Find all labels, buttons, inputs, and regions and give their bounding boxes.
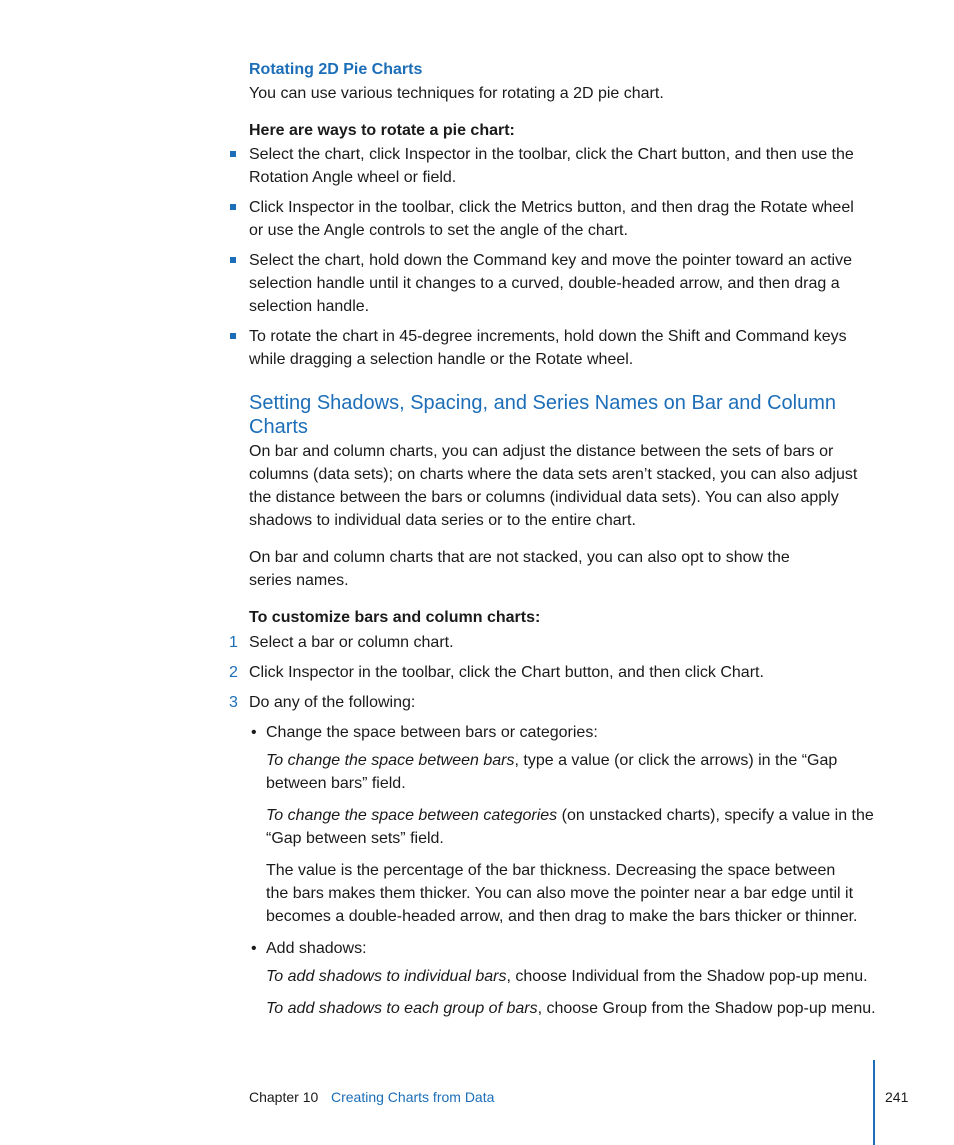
sub-bullet-dot: • [251,940,257,957]
step-text: Click Inspector in the toolbar, click the Chart button, and then click Chart. [249,664,764,681]
gap-between-sets-paragraph: To change the space between categories (on unstacked charts), specify a value in the “Gap between sets” field. [266,807,874,847]
page-number: 241 [885,1089,909,1105]
step-text: Select a bar or column chart. [249,634,454,651]
bullet-square-icon [230,333,236,339]
individual-shadow-paragraph: To add shadows to individual bars, choose Individual from the Shadow pop-up menu. [266,968,868,985]
section-heading-shadows: Setting Shadows, Spacing, and Series Names on Bar and Column Charts [249,392,837,438]
bullet-square-icon [230,257,236,263]
rotate-bullet-4: To rotate the chart in 45-degree increments, hold down the Shift and Command keys while dragging a selection handle or the Rotate wheel. [249,328,847,368]
rotate-bullet-3: Select the chart, hold down the Command key and move the pointer toward an active selection handle until it changes to a curved, double-headed arrow, and then drag a selection handle. [249,252,853,315]
bullet-square-icon [230,204,236,210]
shadows-paragraph-2: On bar and column charts that are not stacked, you can also opt to show the series names. [249,549,790,589]
rotating-intro: You can use various techniques for rotating a 2D pie chart. [249,85,664,102]
footer-divider [873,1060,875,1145]
step-number: 2 [229,664,238,681]
task-label: To customize bars and column charts: [249,609,541,626]
rotate-bullet-1: Select the chart, click Inspector in the toolbar, click the Chart button, and then use the Rotation Angle wheel or field. [249,146,854,186]
step-text: Do any of the following: [249,694,416,711]
step-number: 3 [229,694,238,711]
sub-bullet-text: Add shadows: [266,940,367,957]
gap-between-bars-paragraph: To change the space between bars, type a value (or click the arrows) in the “Gap between bars” field. [266,752,838,792]
footer-chapter-title: Creating Charts from Data [331,1089,495,1105]
bullet-square-icon [230,151,236,157]
step-number: 1 [229,634,238,651]
section-heading-rotating: Rotating 2D Pie Charts [249,61,423,78]
rotate-bullet-2: Click Inspector in the toolbar, click the Metrics button, and then drag the Rotate wheel or use the Angle controls to set the angle of the chart. [249,199,854,239]
bar-thickness-paragraph: The value is the percentage of the bar thickness. Decreasing the space between the bars makes them thicker. You can also move the pointer near a bar edge until it becomes a double-headed arrow, and then drag to make the bars thicker or thinner. [266,862,858,925]
footer-chapter: Chapter 10 [249,1089,319,1105]
sub-bullet-dot: • [251,724,257,741]
sub-bullet-text: Change the space between bars or categories: [266,724,598,741]
shadows-paragraph-1: On bar and column charts, you can adjust the distance between the sets of bars or columns (data sets); on charts where the data sets aren’t stacked, you can also adjust the distance between the bars or columns (individual data sets). You can also apply shadows to individual data series or to the entire chart. [249,443,858,529]
group-shadow-paragraph: To add shadows to each group of bars, choose Group from the Shadow pop-up menu. [266,1000,876,1017]
ways-label: Here are ways to rotate a pie chart: [249,122,515,139]
